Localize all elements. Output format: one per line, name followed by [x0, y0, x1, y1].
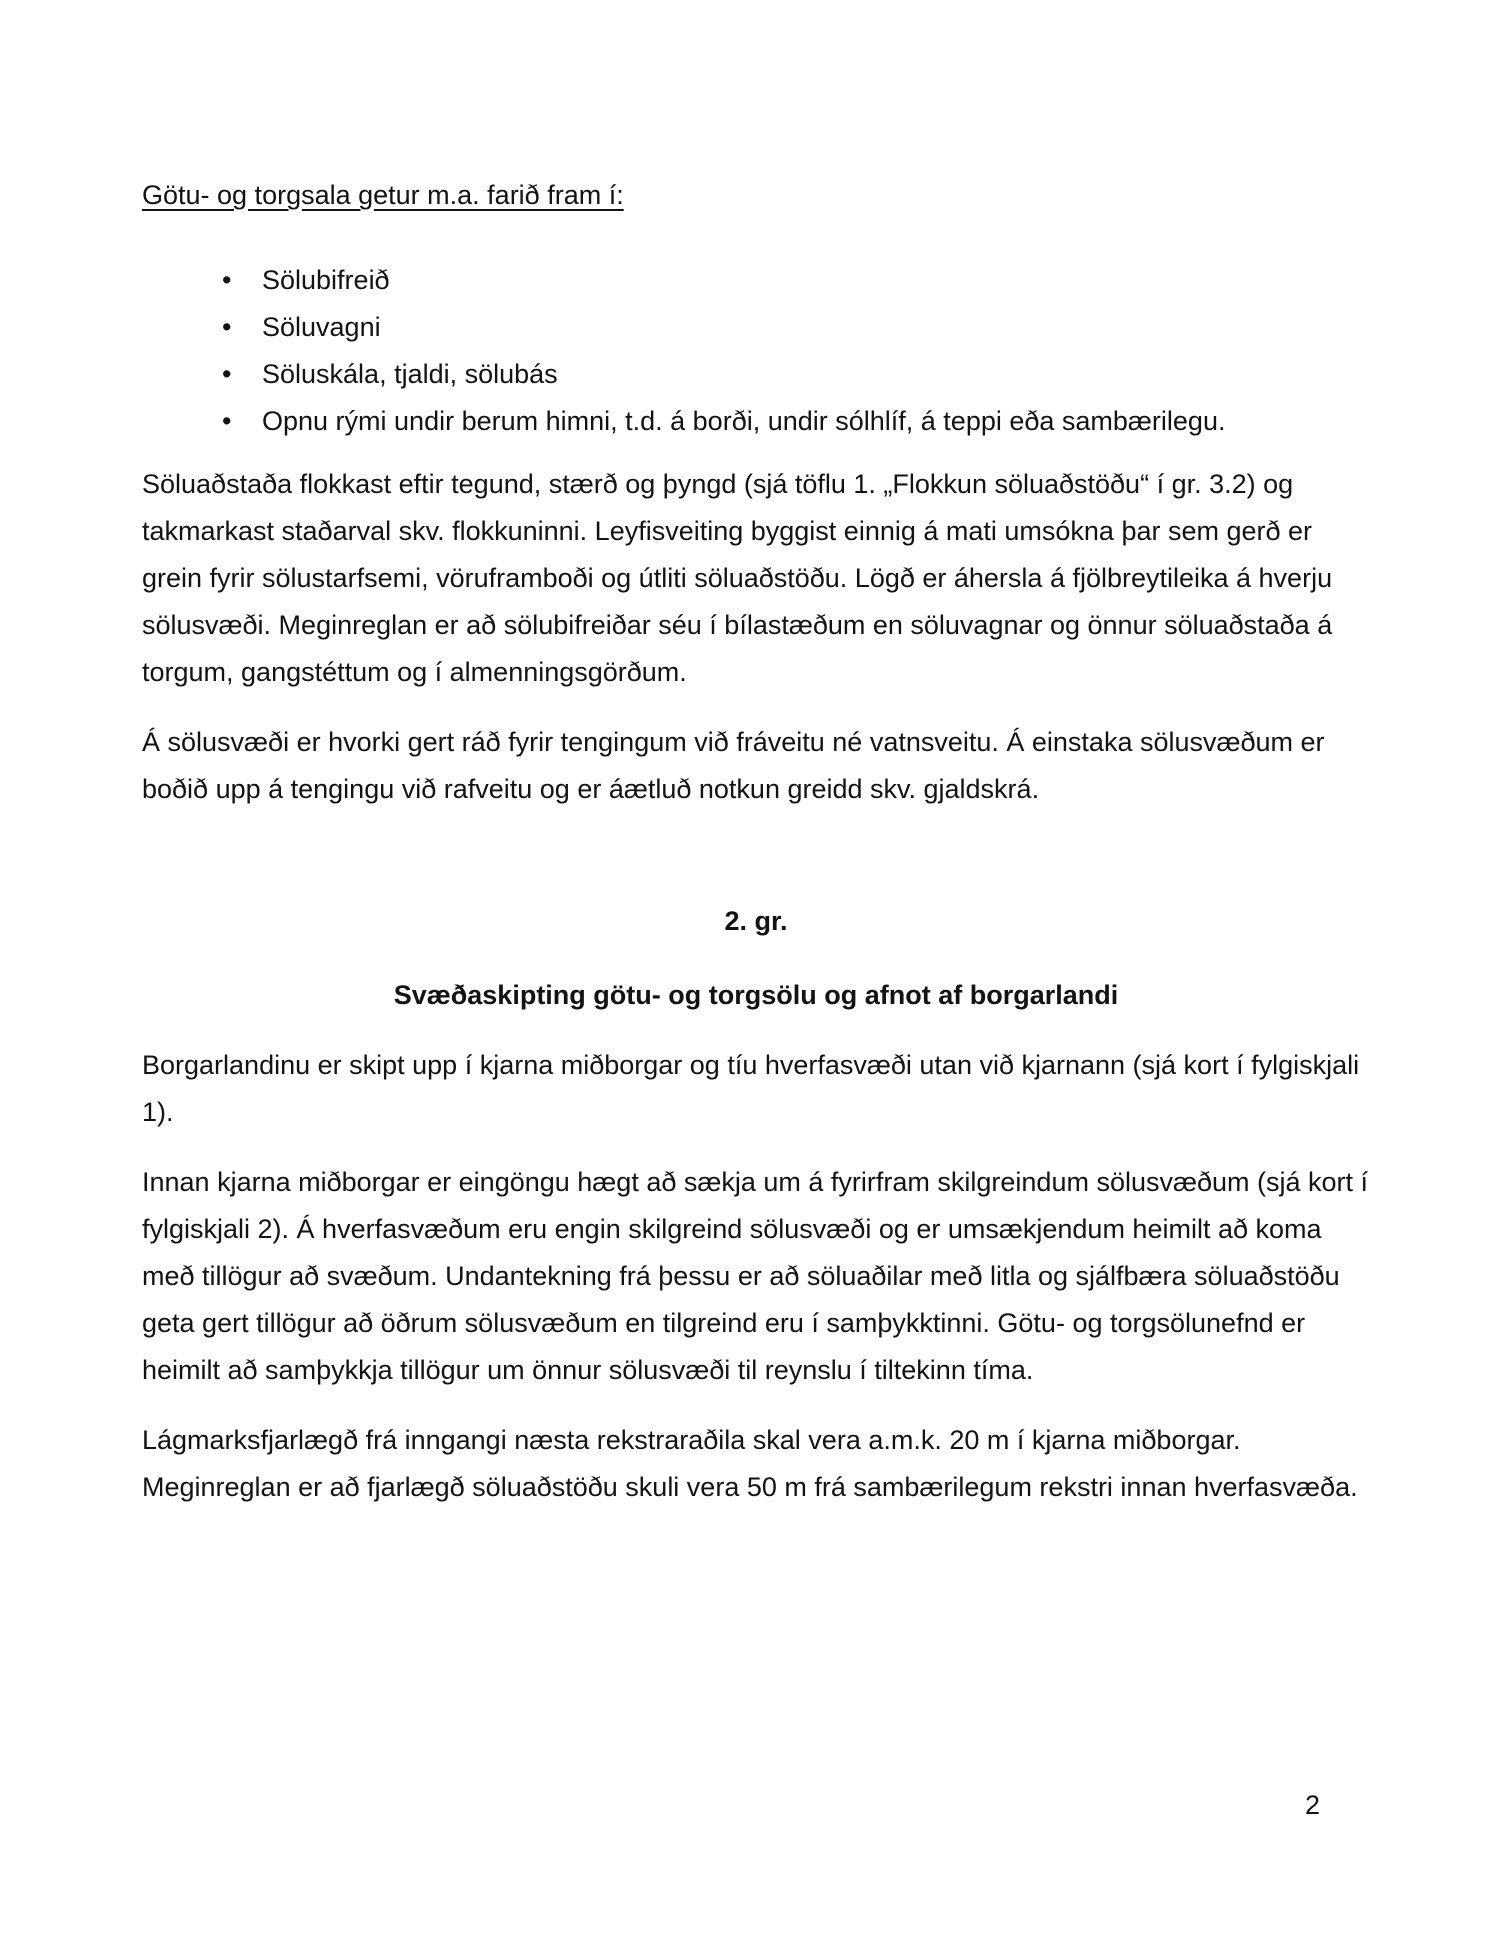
- list-item: [142, 398, 1370, 445]
- bullet-list: [142, 257, 1370, 445]
- section-number-heading: 2. gr.: [724, 906, 788, 936]
- paragraph-city-land-division: Borgarlandinu er skipt upp í kjarna miðborgar og tíu hverfasvæði utan við kjarnann (sjá kort í fylgiskjali 1).: [142, 1050, 1360, 1127]
- paragraph-application-areas: Innan kjarna miðborgar er eingöngu hægt að sækja um á fyrirfram skilgreindum sölusvæðum (sjá kort í fylgiskjali 2). Á hverfasvæðum eru engin skilgreind sölusvæði og er umsækjendum heimilt að koma með tillögur að svæðum. Undantekning frá þessu er að söluaðilar með litla og sjálfbæra söluaðstöðu geta gert tillögur að öðrum sölusvæðum en tilgreind eru í samþykktinni. Götu- og torgsölunefnd er heimilt að samþykkja tillögur um önnur sölusvæði til reynslu í tiltekinn tíma.: [142, 1167, 1369, 1385]
- list-item: [142, 351, 1370, 398]
- bullet-icon: •: [222, 265, 232, 295]
- section-title-heading: Svæðaskipting götu- og torgsölu og afnot af borgarlandi: [393, 980, 1119, 1010]
- paragraph-utilities: Á sölusvæði er hvorki gert ráð fyrir tengingum við fráveitu né vatnsveitu. Á einstaka sölusvæðum er boðið upp á tengingu við rafveitu og er áætluð notkun greidd skv. gjaldskrá.: [142, 727, 1325, 804]
- bullet-icon: •: [222, 312, 232, 342]
- list-intro-heading: Götu- og torgsala getur m.a. farið fram í:: [142, 180, 624, 210]
- list-item-text: Söluskála, tjaldi, sölubás: [262, 359, 558, 389]
- paragraph-minimum-distance: Lágmarksfjarlægð frá inngangi næsta rekstraraðila skal vera a.m.k. 20 m í kjarna miðborgar. Meginreglan er að fjarlægð söluaðstöðu skuli vera 50 m frá sambærilegum rekstri innan hverfasvæða.: [142, 1425, 1358, 1502]
- list-item: [142, 257, 1370, 304]
- list-item-text: Söluvagni: [262, 312, 381, 342]
- list-item: [142, 304, 1370, 351]
- list-item-text: Opnu rými undir berum himni, t.d. á borði, undir sólhlíf, á teppi eða sambærilegu.: [262, 406, 1226, 436]
- page-number: 2: [1304, 1790, 1320, 1820]
- list-item-text: Sölubifreið: [262, 265, 390, 295]
- bullet-icon: •: [222, 359, 232, 389]
- bullet-icon: •: [222, 406, 232, 436]
- paragraph-classification: Söluaðstaða flokkast eftir tegund, stærð og þyngd (sjá töflu 1. „Flokkun söluaðstöðu“ í gr. 3.2) og takmarkast staðarval skv. flokkuninni. Leyfisveiting byggist einnig á mati umsókna þar sem gerð er grein fyrir sölustarfsemi, vöruframboði og útliti söluaðstöðu. Lögð er áhersla á fjölbreytileika á hverju sölusvæði. Meginreglan er að sölubifreiðar séu í bílastæðum en söluvagnar og önnur söluaðstaða á torgum, gangstéttum og í almenningsgörðum.: [142, 469, 1333, 687]
- document-body: [142, 172, 1370, 1534]
